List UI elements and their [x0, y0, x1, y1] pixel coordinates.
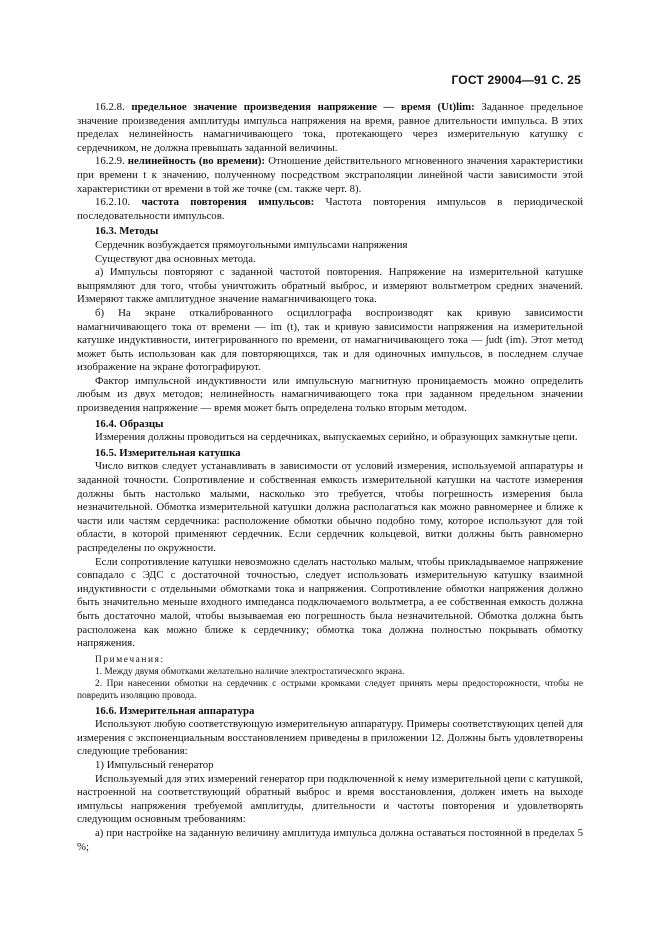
paragraph-16-2-9 — [77, 155, 583, 196]
methods-paragraph: а) Импульсы повторяют с заданной частотой повторения. Напряжение на измерительной катушке выпрямляют для того, чтобы уничтожить обратный выброс, и измеряют вольтметром средних значений. Измеряют также амплитудное значение намагничивающего тока. — [77, 266, 583, 306]
section-heading-measuring-coil: 16.5. Измерительная катушка — [95, 446, 241, 459]
notes-heading: Примечания: — [95, 654, 165, 665]
page-header: ГОСТ 29004—91 С. 25 — [451, 73, 581, 87]
note-item: 2. При нанесении обмотки на сердечник с острыми кромками следует принять меры предосторожности, чтобы не повредить изоляцию провода. — [77, 679, 583, 702]
paragraph-16-2-10 — [77, 196, 583, 223]
definition-text: Частота повторения импульсов в периодической последовательности импульсов. — [77, 196, 583, 222]
equipment-paragraph: 1) Импульсный генератор — [95, 758, 214, 771]
section-heading-methods: 16.3. Методы — [95, 225, 159, 238]
definition-text: Отношение действительного мгновенного значения характеристики при времени t к значению, полученному посредством экстраполяции линейной части зависимости этой характеристики от времени в той же точке (см. также черт. 8). — [77, 155, 584, 195]
section-heading-measuring-equipment: 16.6. Измерительная аппаратура — [95, 704, 255, 717]
clause-number: 16.2.10. — [95, 196, 142, 209]
document-body — [77, 101, 583, 854]
coil-paragraph: Если сопротивление катушки невозможно сделать настолько малым, чтобы прикладываемое напряжение совпадало с ЭДС с достаточной точностью, следует использовать измерительную катушку взаимной индуктивности с отдельными обмотками тока и напряжения. Сопротивление обмотки напряжения должно быть значительно меньше входного импеданса подключаемого вольтметра, а ее собственная емкость должна быть достаточно малой, чтобы вызываемая ею погрешность была незначительной. Обмотка должна быть расположена как можно ближе к сердечнику; обмотка тока должна полностью покрывать обмотку напряжения. — [77, 555, 583, 650]
paragraph-16-2-8 — [77, 101, 583, 155]
definition-text: Заданное предельное значение произведения амплитуды импульса напряжения на время, равное длительности импульса. В этих пределах нелинейность намагничивающего тока, протекающего через измерительную катушку с сердечником, не должна превышать заданной величины. — [77, 101, 584, 154]
term-heading: предельное значение произведения напряжение — время (Ut)lim: — [131, 101, 475, 113]
equipment-paragraph: Используют любую соответствующую измерительную аппаратуру. Примеры соответствующих цепей для измерения с экспоненциальным восстановлением приведены в приложении 12. Должны быть удовлетворены следующие требования: — [77, 718, 583, 758]
term-heading: нелинейность (во времени): — [127, 155, 266, 168]
methods-paragraph: Существуют два основных метода. — [95, 252, 256, 265]
equipment-paragraph: Используемый для этих измерений генератор при подключенной к нему измерительной цепи с катушкой, настроенной на соответствующий обратный выброс и время восстановления, должен иметь на выходе импульсы напряжения требуемой амплитуды, длительности и частоты повторения и удовлетворять следующим основным требованиям: — [77, 772, 583, 826]
methods-paragraph: Фактор импульсной индуктивности или импульсную магнитную проницаемость можно определить любым из двух методов; нелинейность намагничивающего тока при заданном предельном значении произведения напряжение — время может быть определена только вторым методом. — [77, 374, 583, 415]
term-heading: частота повторения импульсов: — [141, 196, 315, 209]
clause-number: 16.2.8. — [95, 101, 132, 113]
methods-paragraph: Сердечник возбуждается прямоугольными импульсами напряжения — [95, 238, 408, 251]
note-item: 1. Между двумя обмотками желательно наличие электростатического экрана. — [95, 666, 405, 677]
methods-paragraph: б) На экране откалиброванного осциллографа воспроизводят как кривую зависимости намагничивающего тока от времени — im (t), так и кривую зависимости напряжения на измерительной катушке индуктивности, интегрированного по времени, от намагничивающего тока — ∫udt (im). Этот метод может быть использован как для повторяющихся, так и для одиночных импульсов, в последнем случае изображение на экране фотографируют. — [77, 306, 583, 374]
section-heading-samples: 16.4. Образцы — [95, 417, 164, 430]
equipment-paragraph: а) при настройке на заданную величину амплитуда импульса должна оставаться постоянной в пределах 5 %; — [77, 826, 583, 853]
coil-paragraph: Число витков следует устанавливать в зависимости от условий измерения, используемой аппаратуры и заданной точности. Сопротивление и собственная емкость измерительной катушки на частоте измерения должны быть настолько малыми, насколько это требуется, чтобы погрешность измерения была незначительной. Обмотка измерительной катушки должна располагаться как можно равномернее и ближе к части или частям сердечника: расположение обмотки обычно подобно тому, которое используют для той области, в которой применяют сердечник. Если сердечник кольцевой, витки должны быть равномерно распределены по окружности. — [77, 460, 583, 554]
samples-paragraph: Измерения должны проводиться на сердечниках, выпускаемых серийно, и образующих замкнутые цепи. — [95, 431, 578, 444]
clause-number: 16.2.9. — [95, 155, 128, 168]
